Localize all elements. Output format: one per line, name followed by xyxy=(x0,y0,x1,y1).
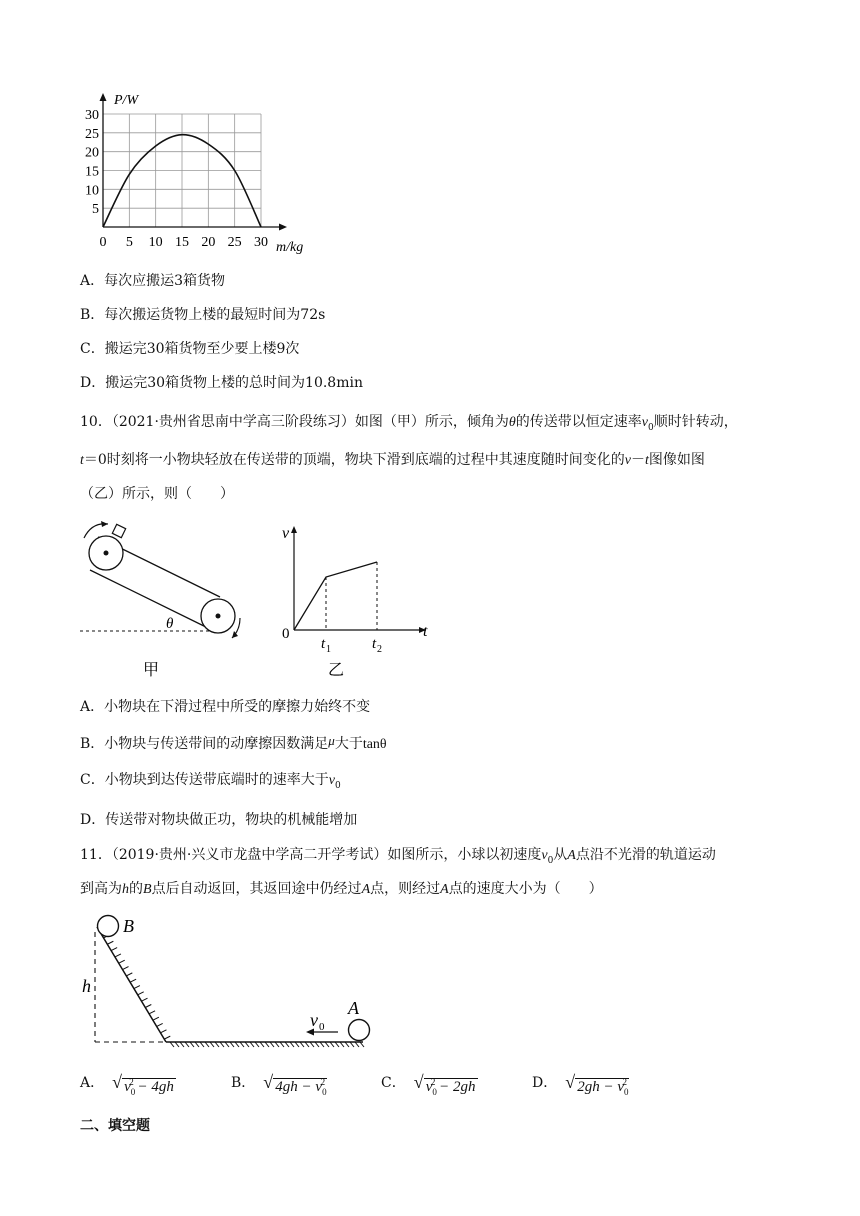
x-tick-label: 0 xyxy=(99,235,107,250)
track-figure xyxy=(80,910,380,1059)
point-a-symbol: A xyxy=(567,848,576,863)
superscript: 2 xyxy=(430,1077,436,1087)
t1-label: t xyxy=(321,636,326,652)
small-block xyxy=(112,524,125,537)
sqrt-icon: √ xyxy=(565,1072,576,1092)
rotation-arrowhead-top xyxy=(101,521,108,527)
hatch-mark xyxy=(115,954,121,957)
v0-label-subscript: 0 xyxy=(319,1021,325,1033)
y-axis-label: P/W xyxy=(114,93,139,108)
hatch-mark xyxy=(153,1017,159,1020)
velocity-line xyxy=(294,562,377,630)
section-heading: 二、填空题 xyxy=(80,1118,150,1134)
q11-text: 点沿不光滑的轨道运动 xyxy=(575,847,716,863)
q11-option-a xyxy=(80,1071,176,1097)
x-tick-label: 15 xyxy=(175,235,189,250)
hatch-mark xyxy=(123,967,129,970)
expr-part: − 4gh xyxy=(133,1079,174,1095)
incline-hatching xyxy=(100,929,171,1040)
chart-grid xyxy=(103,114,261,227)
tan-theta: tanθ xyxy=(362,737,387,752)
superscript: 2 xyxy=(129,1077,134,1087)
belt-bottom xyxy=(90,570,212,630)
x-tick-label: 25 xyxy=(227,235,242,250)
q9-option-d: D．搬运完30箱货物上楼的总时间为10.8min xyxy=(80,375,363,391)
figure-caption-jia: 甲 xyxy=(143,662,160,679)
x-axis-label: m/kg xyxy=(276,240,304,255)
ball-at-b xyxy=(98,916,119,937)
sqrt-icon: √ xyxy=(112,1072,123,1092)
q11-text: 11．（2019·贵州·兴义市龙盘中学高二开学考试）如图所示，小球以初速度 xyxy=(80,847,542,863)
q9-option-c: C．搬运完30箱货物至少要上楼9次 xyxy=(80,341,300,357)
v0-symbol: v xyxy=(541,848,548,863)
superscript: 2 xyxy=(622,1077,628,1087)
q10-text: B．小物块与传送带间的动摩擦因数满足 xyxy=(80,736,329,752)
q11-text: 点后自动返回，其返回途中仍经过 xyxy=(151,881,362,897)
hatch-mark xyxy=(160,1030,166,1033)
radical-expression xyxy=(413,1071,478,1097)
y-tick-label: 5 xyxy=(92,202,99,218)
mu-symbol: μ xyxy=(328,733,335,748)
figure-caption-yi: 乙 xyxy=(328,662,345,679)
height-label: h xyxy=(82,976,91,996)
hatch-mark xyxy=(157,1023,163,1026)
chart-tick-labels xyxy=(85,108,268,250)
q11-text: 点，则经过 xyxy=(370,881,441,897)
hatch-mark xyxy=(134,986,140,989)
hatch-mark xyxy=(142,998,148,1001)
hatch-mark xyxy=(138,992,144,995)
t1-subscript: 1 xyxy=(326,644,331,655)
v0-subscript: 0 xyxy=(334,780,341,791)
point-a-symbol: A xyxy=(440,882,449,897)
expr-part: v xyxy=(425,1079,433,1095)
point-a-symbol: A xyxy=(361,882,371,897)
incline-angle-label: θ xyxy=(166,616,174,632)
q10-option-c xyxy=(80,770,341,796)
superscript: 2 xyxy=(320,1077,326,1087)
hatch-mark xyxy=(164,1036,170,1039)
hatch-mark xyxy=(145,1005,151,1008)
track-svg xyxy=(80,910,380,1055)
q11-option-d xyxy=(532,1071,629,1097)
sqrt-icon: √ xyxy=(263,1072,274,1092)
q9-option-a: A．每次应搬运3箱货物 xyxy=(80,273,226,289)
t2-label: t xyxy=(372,636,377,652)
hatch-mark xyxy=(126,973,132,976)
hatch-mark xyxy=(111,948,117,951)
y-tick-label: 10 xyxy=(85,183,99,199)
q10-text: － xyxy=(631,452,646,468)
q11-stem-line2 xyxy=(80,879,603,900)
y-tick-label: 15 xyxy=(85,164,99,180)
x-tick-label: 20 xyxy=(201,235,216,250)
v0-subscript: 0 xyxy=(547,855,554,866)
radical-expression xyxy=(565,1071,629,1097)
q10-text: ＝0时刻将一小物块轻放在传送带的顶端，物块下滑到底端的过程中其速度随时间变化的 xyxy=(83,452,625,468)
y-tick-label: 25 xyxy=(85,126,99,142)
t2-subscript: 2 xyxy=(377,644,382,655)
q10-stem-line3: （乙）所示，则（ ） xyxy=(80,486,234,502)
subscript: 0 xyxy=(432,1087,437,1097)
radical-expression xyxy=(263,1071,327,1097)
vt-graph-svg xyxy=(276,518,441,688)
v-symbol: v xyxy=(624,453,632,468)
v-axis-label: v xyxy=(282,525,290,542)
t-symbol: t xyxy=(645,453,649,468)
sqrt-icon: √ xyxy=(413,1072,424,1092)
v0-label: v xyxy=(310,1010,318,1030)
power-mass-chart xyxy=(80,88,340,262)
hatch-mark xyxy=(130,979,136,982)
v-axis-arrowhead xyxy=(291,526,297,533)
subscript: 0 xyxy=(322,1087,327,1097)
point-b-symbol: B xyxy=(143,882,152,897)
hatch-mark xyxy=(149,1011,155,1014)
point-b-label: B xyxy=(123,916,134,936)
option-label: C． xyxy=(381,1075,406,1091)
incline-surface xyxy=(97,927,166,1042)
point-a-label: A xyxy=(348,998,359,1018)
q10-text: 10．（2021·贵州省思南中学高三阶段练习）如图（甲）所示，倾角为 xyxy=(80,414,509,430)
option-label: A． xyxy=(80,1075,105,1091)
q10-text: 大于 xyxy=(334,736,363,752)
expr-part: − 2gh xyxy=(435,1079,476,1095)
q11-text: 点的速度大小为（ ） xyxy=(448,881,603,897)
conveyor-svg xyxy=(80,518,255,688)
q10-option-b xyxy=(80,731,387,755)
y-tick-label: 20 xyxy=(85,145,99,161)
option-label: B． xyxy=(231,1075,256,1091)
h-symbol: h xyxy=(122,882,129,897)
q10-option-a: A．小物块在下滑过程中所受的摩擦力始终不变 xyxy=(80,699,371,715)
expr-part: 4gh − v xyxy=(275,1079,323,1095)
q10-text: C．小物块到达传送带底端时的速率大于 xyxy=(80,772,329,788)
subscript: 0 xyxy=(130,1087,136,1097)
origin-label: 0 xyxy=(282,626,290,642)
theta-symbol: θ xyxy=(508,415,516,430)
q11-text: 到高为 xyxy=(80,881,122,897)
ball-at-a xyxy=(349,1020,370,1041)
radical-expression xyxy=(112,1071,176,1097)
q10-text: 顺时针转动， xyxy=(653,414,738,430)
subscript: 0 xyxy=(624,1087,629,1097)
x-tick-label: 30 xyxy=(254,235,268,250)
lower-pulley-axle xyxy=(216,614,221,619)
q11-text: 从 xyxy=(553,847,568,863)
hatch-mark xyxy=(119,960,125,963)
vt-graph-figure xyxy=(276,518,441,692)
x-tick-label: 5 xyxy=(125,235,133,250)
power-chart-svg xyxy=(80,88,340,258)
expr-part: v xyxy=(124,1079,131,1095)
q10-text: 的传送带以恒定速率 xyxy=(515,414,642,430)
q10-stem-line1 xyxy=(80,412,738,438)
v0-subscript: 0 xyxy=(648,422,654,433)
q11-stem-line1 xyxy=(80,845,716,871)
option-label: D． xyxy=(532,1075,558,1091)
q9-option-b: B．每次搬运货物上楼的最短时间为72s xyxy=(80,307,326,323)
t-axis-label: t xyxy=(423,623,428,640)
t-symbol: t xyxy=(80,453,84,468)
v0-symbol: v xyxy=(641,415,649,430)
expr-part: 2gh − v xyxy=(577,1079,625,1095)
q10-text: 图像如图 xyxy=(648,452,705,468)
y-axis-arrowhead xyxy=(100,93,107,101)
q11-option-b xyxy=(231,1071,327,1097)
y-tick-label: 30 xyxy=(85,108,99,123)
q11-text: 的 xyxy=(129,881,143,897)
q11-option-c xyxy=(381,1071,478,1097)
q10-stem-line2 xyxy=(80,450,705,471)
upper-pulley-axle xyxy=(104,551,109,556)
x-tick-label: 10 xyxy=(148,235,163,250)
x-axis-arrowhead xyxy=(279,224,287,231)
q10-option-d: D．传送带对物块做正功，物块的机械能增加 xyxy=(80,812,358,828)
hatch-mark xyxy=(107,941,113,944)
v0-symbol: v xyxy=(328,773,335,788)
conveyor-figure xyxy=(80,518,255,692)
